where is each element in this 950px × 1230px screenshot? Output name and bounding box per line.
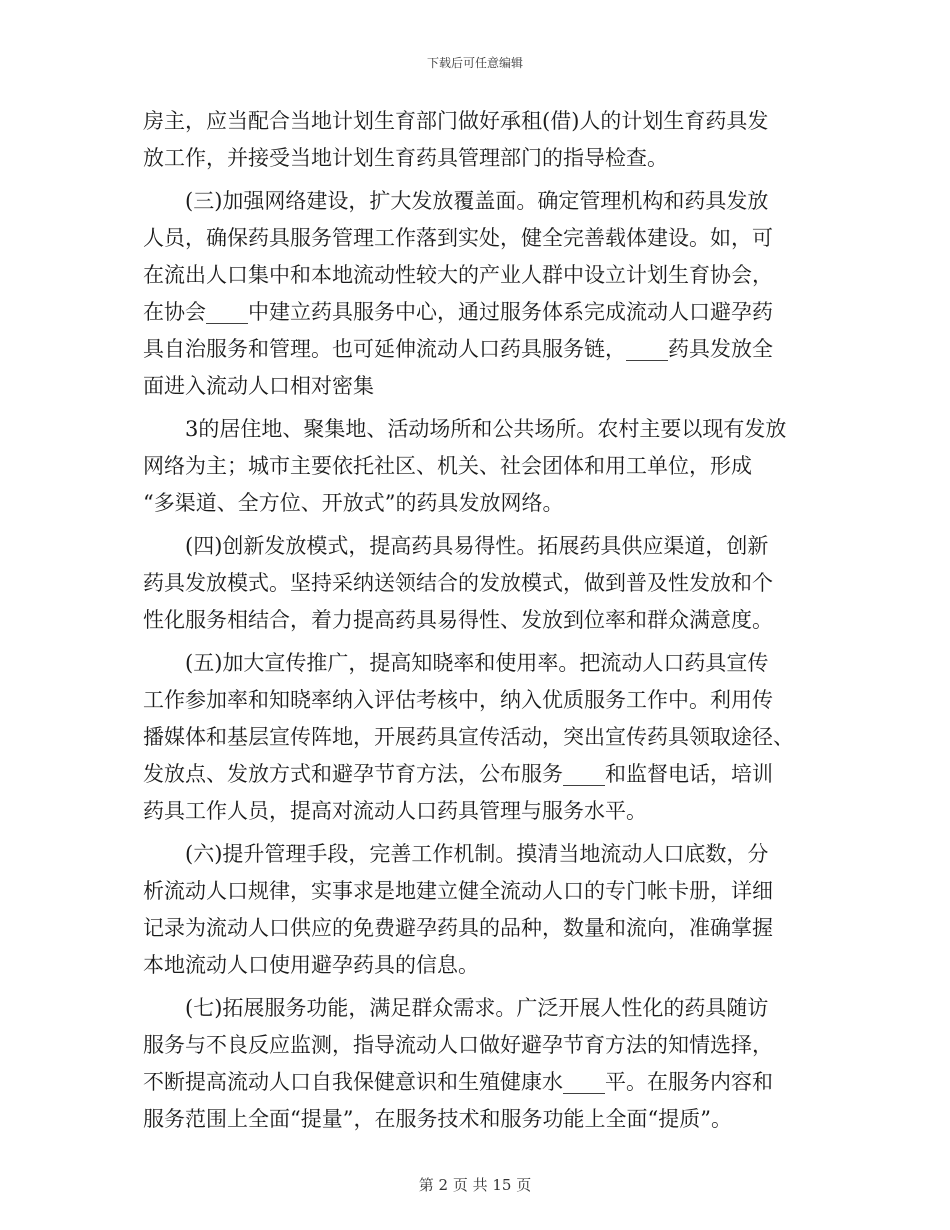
text-line: 放工作，并接受当地计划生育药具管理部门的指导检查。: [143, 146, 668, 170]
text-line: 人员，确保药具服务管理工作落到实处，健全完善载体建设。如，可: [143, 226, 773, 250]
paragraph-start-line: 3的居住地、聚集地、活动场所和公共场所。农村主要以现有发放: [185, 417, 787, 441]
text-line: 在协会____中建立药具服务中心，通过服务体系完成流动人口避孕药: [143, 300, 773, 324]
document-body: [143, 103, 815, 1138]
page-number: 第 2 页 共 15 页: [418, 1176, 532, 1194]
text-line: 性化服务相结合，着力提高药具易得性、发放到位率和群众满意度。: [143, 608, 773, 632]
text-line: 服务范围上全面“提量”，在服务技术和服务功能上全面“提质”。: [143, 1107, 732, 1131]
paragraph-start-line: (五)加大宣传推广，提高知晓率和使用率。把流动人口药具宣传: [185, 651, 769, 675]
text-line: 面进入流动人口相对密集: [143, 374, 374, 398]
paragraph-start-line: (七)拓展服务功能，满足群众需求。广泛开展人性化的药具随访: [185, 996, 769, 1020]
text-line: 播媒体和基层宣传阵地，开展药具宣传活动，突出宣传药具领取途径、: [143, 725, 794, 749]
text-line: 药具工作人员，提高对流动人口药具管理与服务水平。: [143, 799, 647, 823]
text-line: 药具发放模式。坚持采纳送领结合的发放模式，做到普及性发放和个: [143, 571, 773, 595]
text-line: 网络为主；城市主要依托社区、机关、社会团体和用工单位，形成: [143, 454, 752, 478]
text-line: 析流动人口规律，实事求是地建立健全流动人口的专门帐卡册，详细: [143, 879, 773, 903]
text-line: “多渠道、全方位、开放式”的药具发放网络。: [143, 491, 564, 515]
text-line: 房主，应当配合当地计划生育部门做好承租(借)人的计划生育药具发: [143, 109, 769, 133]
page-header-note: 下载后可任意编辑: [426, 56, 523, 70]
text-line: 不断提高流动人口自我保健意识和生殖健康水____平。在服务内容和: [143, 1070, 773, 1094]
text-line: 工作参加率和知晓率纳入评估考核中，纳入优质服务工作中。利用传: [143, 688, 773, 712]
text-line: 具自治服务和管理。也可延伸流动人口药具服务链，____药具发放全: [143, 337, 773, 361]
text-line: 服务与不良反应监测，指导流动人口做好避孕节育方法的知情选择，: [143, 1033, 773, 1057]
text-line: 记录为流动人口供应的免费避孕药具的品种，数量和流向，准确掌握: [143, 916, 773, 940]
text-line: 在流出人口集中和本地流动性较大的产业人群中设立计划生育协会，: [143, 263, 773, 287]
text-line: 发放点、发放方式和避孕节育方法，公布服务____和监督电话，培训: [143, 762, 773, 786]
paragraph-start-line: (三)加强网络建设，扩大发放覆盖面。确定管理机构和药具发放: [185, 189, 769, 213]
text-line: 本地流动人口使用避孕药具的信息。: [143, 953, 479, 977]
paragraph-start-line: (六)提升管理手段，完善工作机制。摸清当地流动人口底数，分: [185, 842, 769, 866]
paragraph-start-line: (四)创新发放模式，提高药具易得性。拓展药具供应渠道，创新: [185, 534, 769, 558]
